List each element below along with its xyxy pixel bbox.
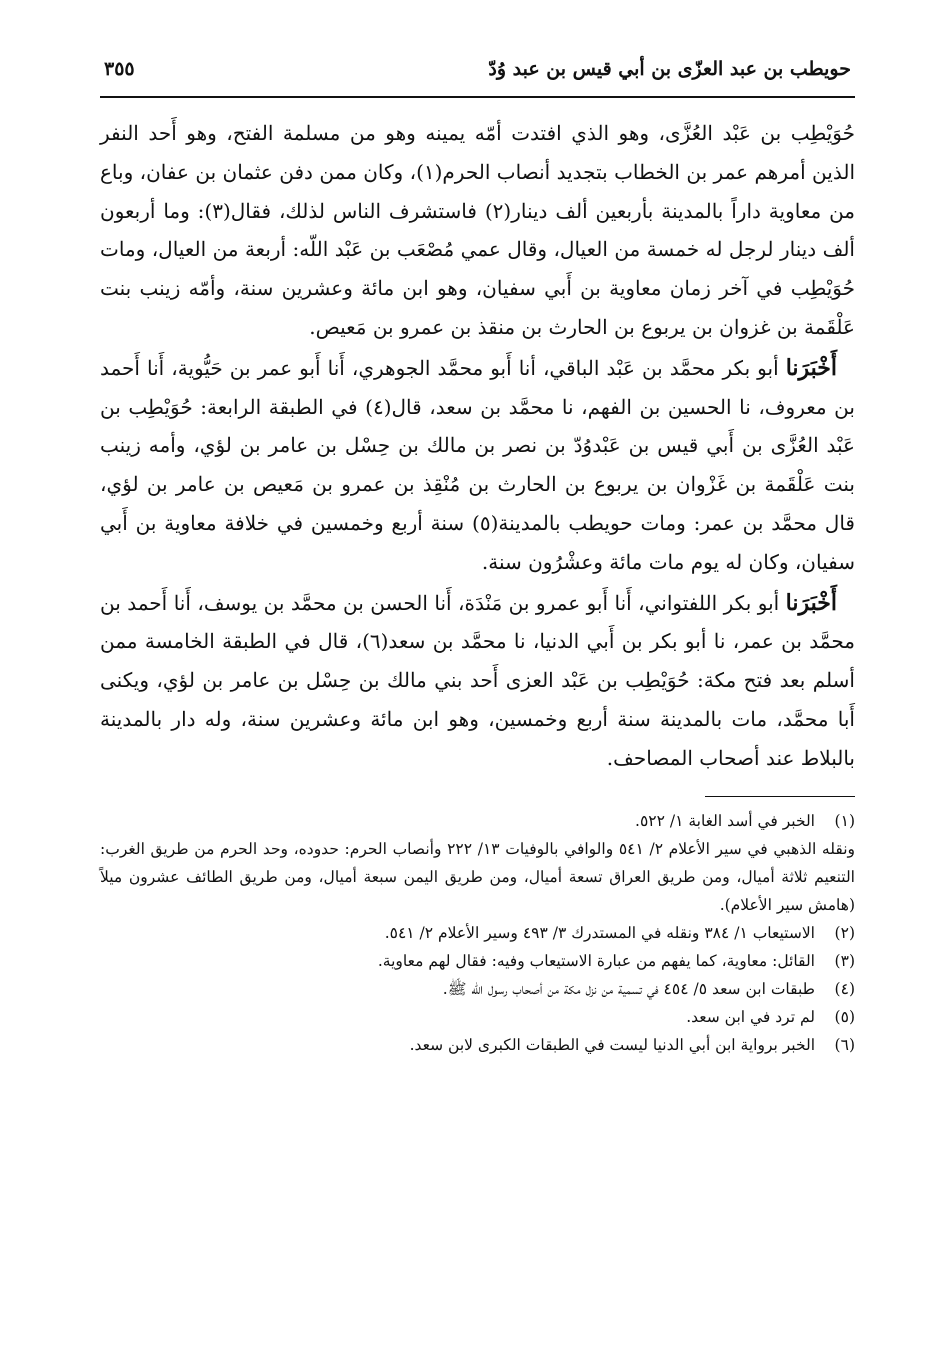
main-text [100, 114, 855, 778]
paragraph-text: حُوَيْطِب بن عَبْد العُزَّى، وهو الذي افتدت أمّه يمينه وهو من مسلمة الفتح، وهو أَحد النفر الذين أمرهم عمر بن الخطاب بتجديد أنصاب الحرم(١)، وكان ممن دفن عثمان بن عفان، وباع من معاوية داراً بالمدينة بأربعين ألف دينار(٢) فاستشرف الناس لذلك، فقال(٣): وما أربعون ألف دينار لرجل له خمسة من العيال، وقال عمي مُصْعَب بن عَبْد اللّه: أربعة من العيال، ومات حُوَيْطِب في آخر زمان معاوية بن أَبي سفيان، وهو ابن مائة وعشرين سنة، وأمّه زينب بنت عَلْقَمة بن غزوان بن يربوع بن الحارث بن منقذ بن عمرو بن مَعيص. [100, 121, 856, 339]
running-title: حويطب بن عبد العزّى بن أبي قيس بن عبد وُدّ [488, 58, 851, 80]
footnote [100, 947, 855, 975]
footnote-text: الاستيعاب ١/ ٣٨٤ ونقله في المستدرك ٣/ ٤٩٣ وسير الأعلام ٢/ ٥٤١. [384, 923, 815, 942]
paragraph-text: أبو بكر اللفتواني، أَنا أَبو عمرو بن مَنْدَة، أَنا الحسن بن محمَّد بن يوسف، أَنا أَحمد بن محمَّد بن عمر، نا أبو بكر بن أَبي الدنيا، نا محمَّد بن سعد(٦)، قال في الطبقة الخامسة ممن أسلم بعد فتح مكة: حُوَيْطِب بن عَبْد العزى أَحد بني مالك بن حِسْل بن عامر بن لؤي، ويكنى أَبا محمَّد، مات بالمدينة سنة أربع وخمسين، وهو ابن مائة وعشرين سنة، وله دار بالمدينة بالبلاط عند أصحاب المصاحف. [100, 590, 855, 770]
paragraph [100, 349, 855, 582]
footnote-text: الخبر برواية ابن أبي الدنيا ليست في الطبقات الكبرى لابن سعد. [409, 1035, 815, 1054]
footnote-separator [705, 796, 855, 797]
footnotes [100, 807, 855, 1059]
footnote-number: (٢) [834, 923, 855, 942]
footnote [100, 975, 855, 1003]
paragraph-lead-word: أَخْبَرَنا [785, 589, 837, 616]
paragraph [100, 584, 855, 778]
footnote-number: (٤) [834, 979, 855, 998]
footnote [100, 1031, 855, 1059]
footnote-text: طبقات ابن سعد ٥/ ٤٥٤ في تسمية من نزل مكة من أصحاب رسول الله ﷺ. [442, 979, 815, 998]
footnote-number: (١) [834, 811, 855, 830]
footnote-text: لم ترد في ابن سعد. [686, 1007, 815, 1026]
footnote-text: القائل: معاوية، كما يفهم من عبارة الاستيعاب وفيه: فقال لهم معاوية. [377, 951, 815, 970]
footnote [100, 807, 855, 835]
footnote [100, 1003, 855, 1031]
footnote-number: (٦) [834, 1035, 855, 1054]
footnote-continuation: ونقله الذهبي في سير الأعلام ٢/ ٥٤١ والوافي بالوفيات ١٣/ ٢٢٢ وأنصاب الحرم: حدوده، وحد الحرم من طريق الغرب: التنعيم ثلاثة أميال، ومن طريق العراق تسعة أميال، ومن طريق اليمن سبعة أميال، ومن طريق الطائف عشرون ميلاً (هامش سير الأعلام). [100, 839, 856, 914]
book-page [100, 58, 855, 1059]
paragraph-lead-word: أَخْبَرَنا [785, 354, 838, 381]
page-header [100, 58, 855, 98]
paragraph [100, 114, 855, 347]
footnote [100, 919, 855, 947]
paragraph-text: أبو بكر محمَّد بن عَبْد الباقي، أنا أَبو محمَّد الجوهري، أَنا أَبو عمر بن حَيُّوية، أَنا أَحمد بن معروف، نا الحسين بن الفهم، نا محمَّد بن سعد، قال(٤) في الطبقة الرابعة: حُوَيْطِب بن عَبْد العُزَّى بن أَبي قيس بن عَبْدوُدّ بن نصر بن مالك بن حِسْل بن عامر بن لؤي، وأمه زينب بنت عَلْقَمة بن غَزْوان بن يربوع بن الحارث بن مُنْقِذ بن عمرو بن مَعيص بن عامر بن لؤي، قال محمَّد بن عمر: ومات حويطب بالمدينة(٥) سنة أربع وخمسين في خلافة معاوية بن أَبي سفيان، وكان له يوم مات مائة وعشْرُون سنة. [100, 355, 855, 574]
footnote-number: (٣) [834, 951, 855, 970]
footnote-text: الخبر في أسد الغابة ١/ ٥٢٢. [635, 811, 815, 830]
page-number: ٣٥٥ [104, 58, 135, 80]
footnote-number: (٥) [834, 1007, 855, 1026]
